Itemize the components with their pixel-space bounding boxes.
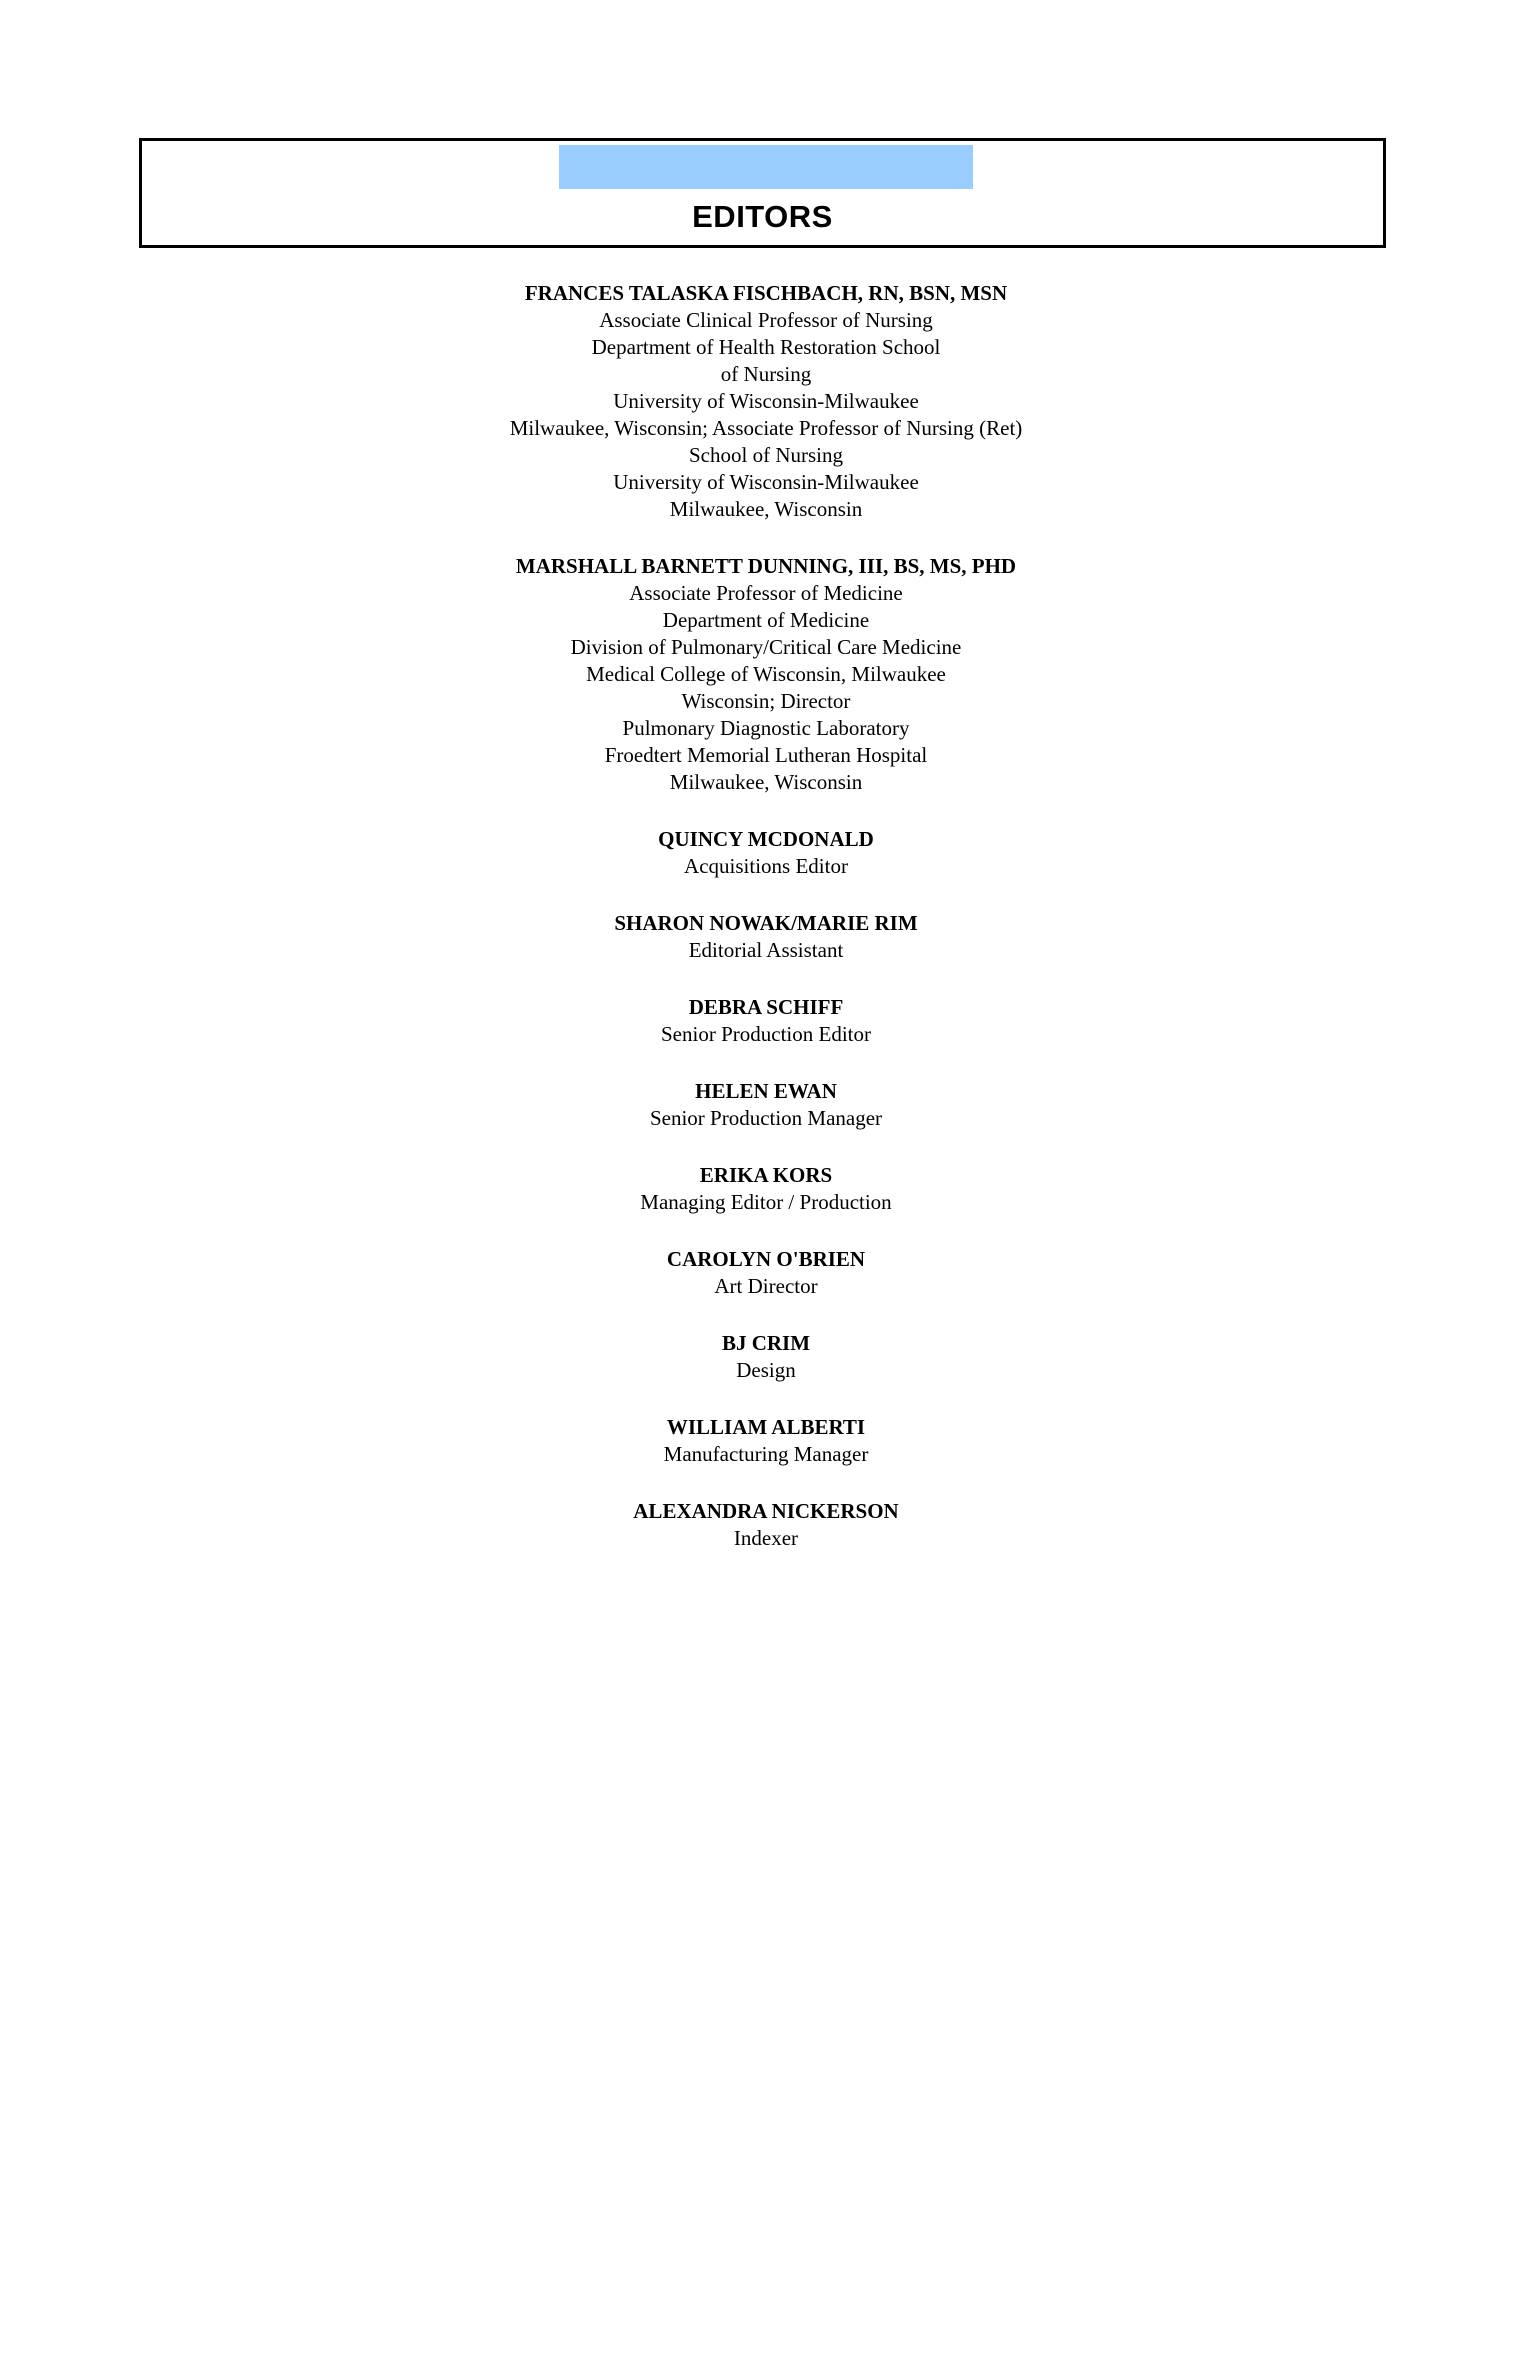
editor-affiliation-line: Milwaukee, Wisconsin	[669, 497, 863, 521]
staff-name: ERIKA KORS	[699, 1163, 833, 1187]
staff-role: Indexer	[733, 1526, 799, 1550]
editor-affiliation-line: School of Nursing	[689, 443, 843, 467]
staff-role: Senior Production Editor	[661, 1022, 871, 1046]
staff-name: WILLIAM ALBERTI	[666, 1415, 866, 1439]
staff-name: QUINCY MCDONALD	[658, 827, 874, 851]
editor-affiliation-line: Milwaukee, Wisconsin; Associate Professor of Nursing (Ret)	[509, 416, 1023, 440]
staff-name: HELEN EWAN	[695, 1079, 837, 1103]
staff-role: Manufacturing Manager	[663, 1442, 869, 1466]
staff-entry-nowak-rim	[0, 910, 1532, 964]
editors-list	[0, 280, 1532, 1582]
staff-entry-crim	[0, 1330, 1532, 1384]
editor-affiliation-line: University of Wisconsin-Milwaukee	[613, 470, 919, 494]
staff-name: DEBRA SCHIFF	[688, 995, 844, 1019]
staff-role: Managing Editor / Production	[640, 1190, 892, 1214]
staff-role: Senior Production Manager	[649, 1106, 883, 1130]
editor-name: MARSHALL BARNETT DUNNING, III, BS, MS, PHD	[515, 554, 1017, 578]
editor-affiliation-line: Department of Health Restoration School	[591, 335, 941, 359]
editor-affiliation-line: Associate Clinical Professor of Nursing	[599, 308, 933, 332]
editor-entry-fischbach	[0, 280, 1532, 523]
staff-entry-kors	[0, 1162, 1532, 1216]
editor-affiliation-line: Froedtert Memorial Lutheran Hospital	[604, 743, 928, 767]
editor-affiliation-line: Associate Professor of Medicine	[629, 581, 903, 605]
editors-header-box	[139, 138, 1386, 248]
staff-entry-ewan	[0, 1078, 1532, 1132]
staff-entry-nickerson	[0, 1498, 1532, 1552]
editor-affiliation-line: Pulmonary Diagnostic Laboratory	[622, 716, 910, 740]
editor-affiliation-line: Division of Pulmonary/Critical Care Medicine	[570, 635, 962, 659]
staff-entry-schiff	[0, 994, 1532, 1048]
editor-affiliation-line: Medical College of Wisconsin, Milwaukee	[586, 662, 946, 686]
editor-affiliation-line: of Nursing	[720, 362, 812, 386]
editor-affiliation-line: Milwaukee, Wisconsin	[669, 770, 863, 794]
editor-entry-dunning	[0, 553, 1532, 796]
staff-entry-alberti	[0, 1414, 1532, 1468]
staff-name: BJ CRIM	[721, 1331, 811, 1355]
header-accent-bar	[559, 145, 973, 189]
editor-name: FRANCES TALASKA FISCHBACH, RN, BSN, MSN	[524, 281, 1008, 305]
staff-role: Editorial Assistant	[688, 938, 844, 962]
staff-name: SHARON NOWAK/MARIE RIM	[614, 911, 918, 935]
editor-affiliation-line: Department of Medicine	[662, 608, 870, 632]
staff-role: Art Director	[714, 1274, 818, 1298]
staff-entry-obrien	[0, 1246, 1532, 1300]
page-title: EDITORS	[692, 199, 833, 234]
editor-affiliation-line: Wisconsin; Director	[681, 689, 851, 713]
staff-name: CAROLYN O'BRIEN	[666, 1247, 866, 1271]
staff-role: Acquisitions Editor	[684, 854, 848, 878]
staff-name: ALEXANDRA NICKERSON	[633, 1499, 899, 1523]
editor-affiliation-line: University of Wisconsin-Milwaukee	[613, 389, 919, 413]
staff-role: Design	[736, 1358, 796, 1382]
staff-entry-mcdonald	[0, 826, 1532, 880]
